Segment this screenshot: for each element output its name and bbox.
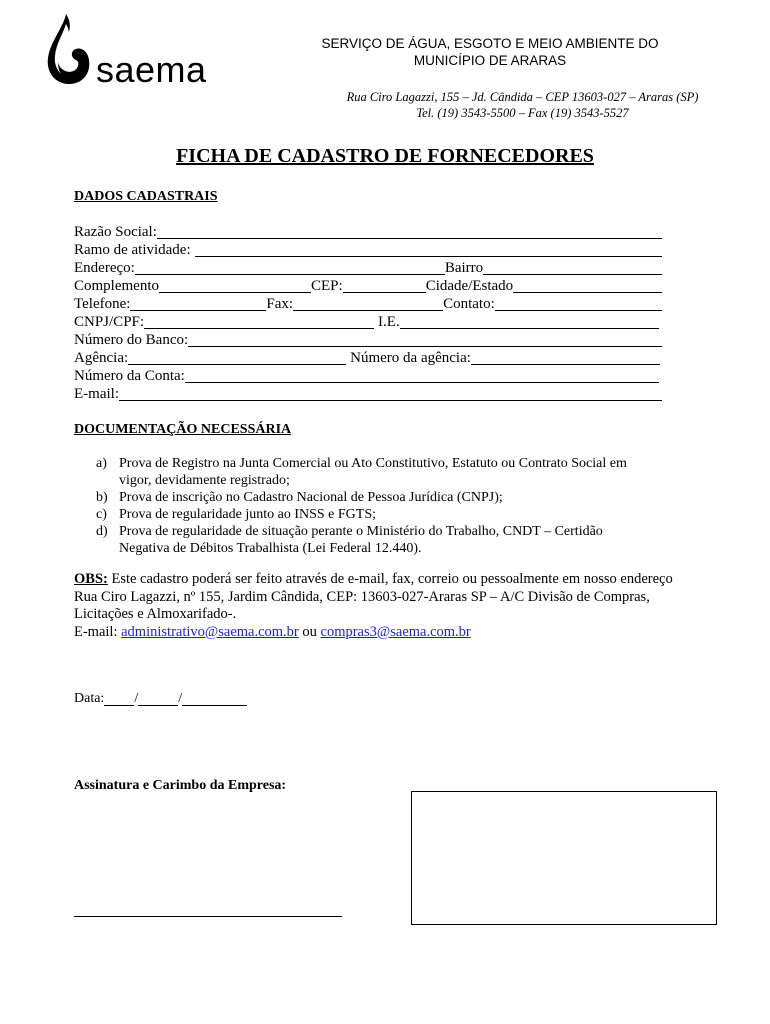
organization-address bbox=[300, 89, 745, 121]
org-line-2: MUNICÍPIO DE ARARAS bbox=[413, 53, 567, 68]
label-telefone: Telefone: bbox=[74, 296, 131, 312]
water-drop-icon bbox=[44, 12, 94, 88]
obs-paragraph bbox=[74, 571, 699, 641]
field-numero-conta bbox=[74, 367, 662, 385]
label-agencia: Agência: bbox=[74, 350, 129, 366]
date-separator: / bbox=[178, 691, 183, 706]
list-marker: a) bbox=[96, 456, 107, 471]
input-cep[interactable] bbox=[343, 279, 426, 293]
field-razao-social bbox=[74, 223, 662, 241]
date-separator: / bbox=[134, 691, 139, 706]
field-agencia bbox=[74, 349, 662, 367]
input-year[interactable] bbox=[182, 692, 247, 706]
date-field bbox=[74, 690, 247, 708]
email-link-administrativo[interactable]: administrativo@saema.com.br bbox=[121, 623, 299, 640]
list-item-text-cont: vigor, devidamente registrado; bbox=[119, 473, 290, 488]
label-cep: CEP: bbox=[311, 278, 343, 294]
label-ramo-atividade: Ramo de atividade: bbox=[74, 242, 191, 258]
label-data: Data: bbox=[74, 691, 105, 706]
saema-logo bbox=[44, 12, 207, 90]
input-ie[interactable] bbox=[400, 315, 659, 329]
list-item bbox=[96, 506, 706, 523]
label-numero-conta: Número da Conta: bbox=[74, 368, 185, 384]
documentation-list bbox=[96, 455, 706, 557]
email-link-compras[interactable]: compras3@saema.com.br bbox=[320, 623, 471, 640]
field-cnpj bbox=[74, 313, 662, 331]
phone-line: Tel. (19) 3543-5500 – Fax (19) 3543-5527 bbox=[416, 106, 629, 120]
signature-label: Assinatura e Carimbo da Empresa: bbox=[74, 778, 287, 793]
label-complemento: Complemento bbox=[74, 278, 159, 294]
input-bairro[interactable] bbox=[483, 261, 662, 275]
organization-name bbox=[270, 35, 710, 69]
input-cnpj[interactable] bbox=[144, 315, 374, 329]
field-email bbox=[74, 385, 662, 403]
logo-wordmark: saema bbox=[96, 49, 207, 90]
label-cidade-estado: Cidade/Estado bbox=[425, 278, 514, 294]
label-ie: I.E. bbox=[378, 314, 400, 330]
label-numero-agencia: Número da agência: bbox=[350, 350, 471, 366]
section-dados-cadastrais: DADOS CADASTRAIS bbox=[74, 189, 218, 204]
input-complemento[interactable] bbox=[159, 279, 311, 293]
input-email[interactable] bbox=[119, 387, 662, 401]
label-cnpj: CNPJ/CPF: bbox=[74, 314, 145, 330]
field-ramo-atividade bbox=[74, 241, 662, 259]
field-complemento bbox=[74, 277, 662, 295]
list-marker: b) bbox=[96, 490, 108, 505]
list-item-text: Prova de inscrição no Cadastro Nacional de Pessoa Jurídica (CNPJ); bbox=[119, 490, 503, 505]
input-numero-banco[interactable] bbox=[188, 333, 662, 347]
field-endereco bbox=[74, 259, 662, 277]
section-documentacao: DOCUMENTAÇÃO NECESSÁRIA bbox=[74, 422, 292, 437]
address-line: Rua Ciro Lagazzi, 155 – Jd. Cândida – CEP 13603-027 – Araras (SP) bbox=[346, 90, 699, 104]
label-bairro: Bairro bbox=[444, 260, 484, 276]
field-numero-banco bbox=[74, 331, 662, 349]
input-numero-conta[interactable] bbox=[185, 369, 659, 383]
stamp-box[interactable] bbox=[411, 791, 717, 925]
email-prefix: E-mail: bbox=[74, 623, 122, 640]
input-cidade-estado[interactable] bbox=[513, 279, 662, 293]
list-item bbox=[96, 489, 706, 506]
input-razao-social[interactable] bbox=[157, 225, 662, 239]
list-item bbox=[96, 455, 706, 489]
email-separator: ou bbox=[298, 623, 321, 640]
list-item-text: Prova de regularidade junto ao INSS e FGTS; bbox=[119, 507, 377, 522]
label-numero-banco: Número do Banco: bbox=[74, 332, 189, 348]
input-endereco[interactable] bbox=[135, 261, 445, 275]
list-item-text: Prova de regularidade de situação perante o Ministério do Trabalho, CNDT – Certidão bbox=[119, 524, 603, 539]
list-marker: d) bbox=[96, 524, 108, 539]
input-fax[interactable] bbox=[293, 297, 443, 311]
label-contato: Contato: bbox=[443, 296, 495, 312]
input-ramo-atividade[interactable] bbox=[195, 243, 662, 257]
signature-line[interactable] bbox=[74, 916, 342, 917]
list-marker: c) bbox=[96, 507, 107, 522]
org-line-1: SERVIÇO DE ÁGUA, ESGOTO E MEIO AMBIENTE DO bbox=[321, 36, 659, 51]
input-contato[interactable] bbox=[495, 297, 662, 311]
input-agencia[interactable] bbox=[128, 351, 346, 365]
list-item bbox=[96, 523, 706, 557]
obs-label: OBS: bbox=[74, 571, 108, 587]
label-fax: Fax: bbox=[266, 296, 294, 312]
obs-text: Este cadastro poderá ser feito através de e-mail, fax, correio ou pessoalmente em nosso endereço Rua Ciro Lagazzi, nº 155, Jardim Cândida, CEP: 13603-027-Araras SP – A/C Divisão de Compras, Licitações e Almoxarifado-. bbox=[74, 571, 673, 622]
list-item-text: Prova de Registro na Junta Comercial ou Ato Constitutivo, Estatuto ou Contrato Social em bbox=[119, 456, 627, 471]
label-razao-social: Razão Social: bbox=[74, 224, 157, 240]
obs-email-line bbox=[74, 624, 699, 642]
input-day[interactable] bbox=[104, 692, 134, 706]
page-title: FICHA DE CADASTRO DE FORNECEDORES bbox=[176, 145, 594, 167]
input-numero-agencia[interactable] bbox=[471, 351, 660, 365]
input-month[interactable] bbox=[138, 692, 178, 706]
label-email: E-mail: bbox=[74, 386, 119, 402]
list-item-text-cont: Negativa de Débitos Trabalhista (Lei Federal 12.440). bbox=[119, 541, 422, 556]
input-telefone[interactable] bbox=[130, 297, 266, 311]
label-endereco: Endereço: bbox=[74, 260, 135, 276]
field-telefone bbox=[74, 295, 662, 313]
